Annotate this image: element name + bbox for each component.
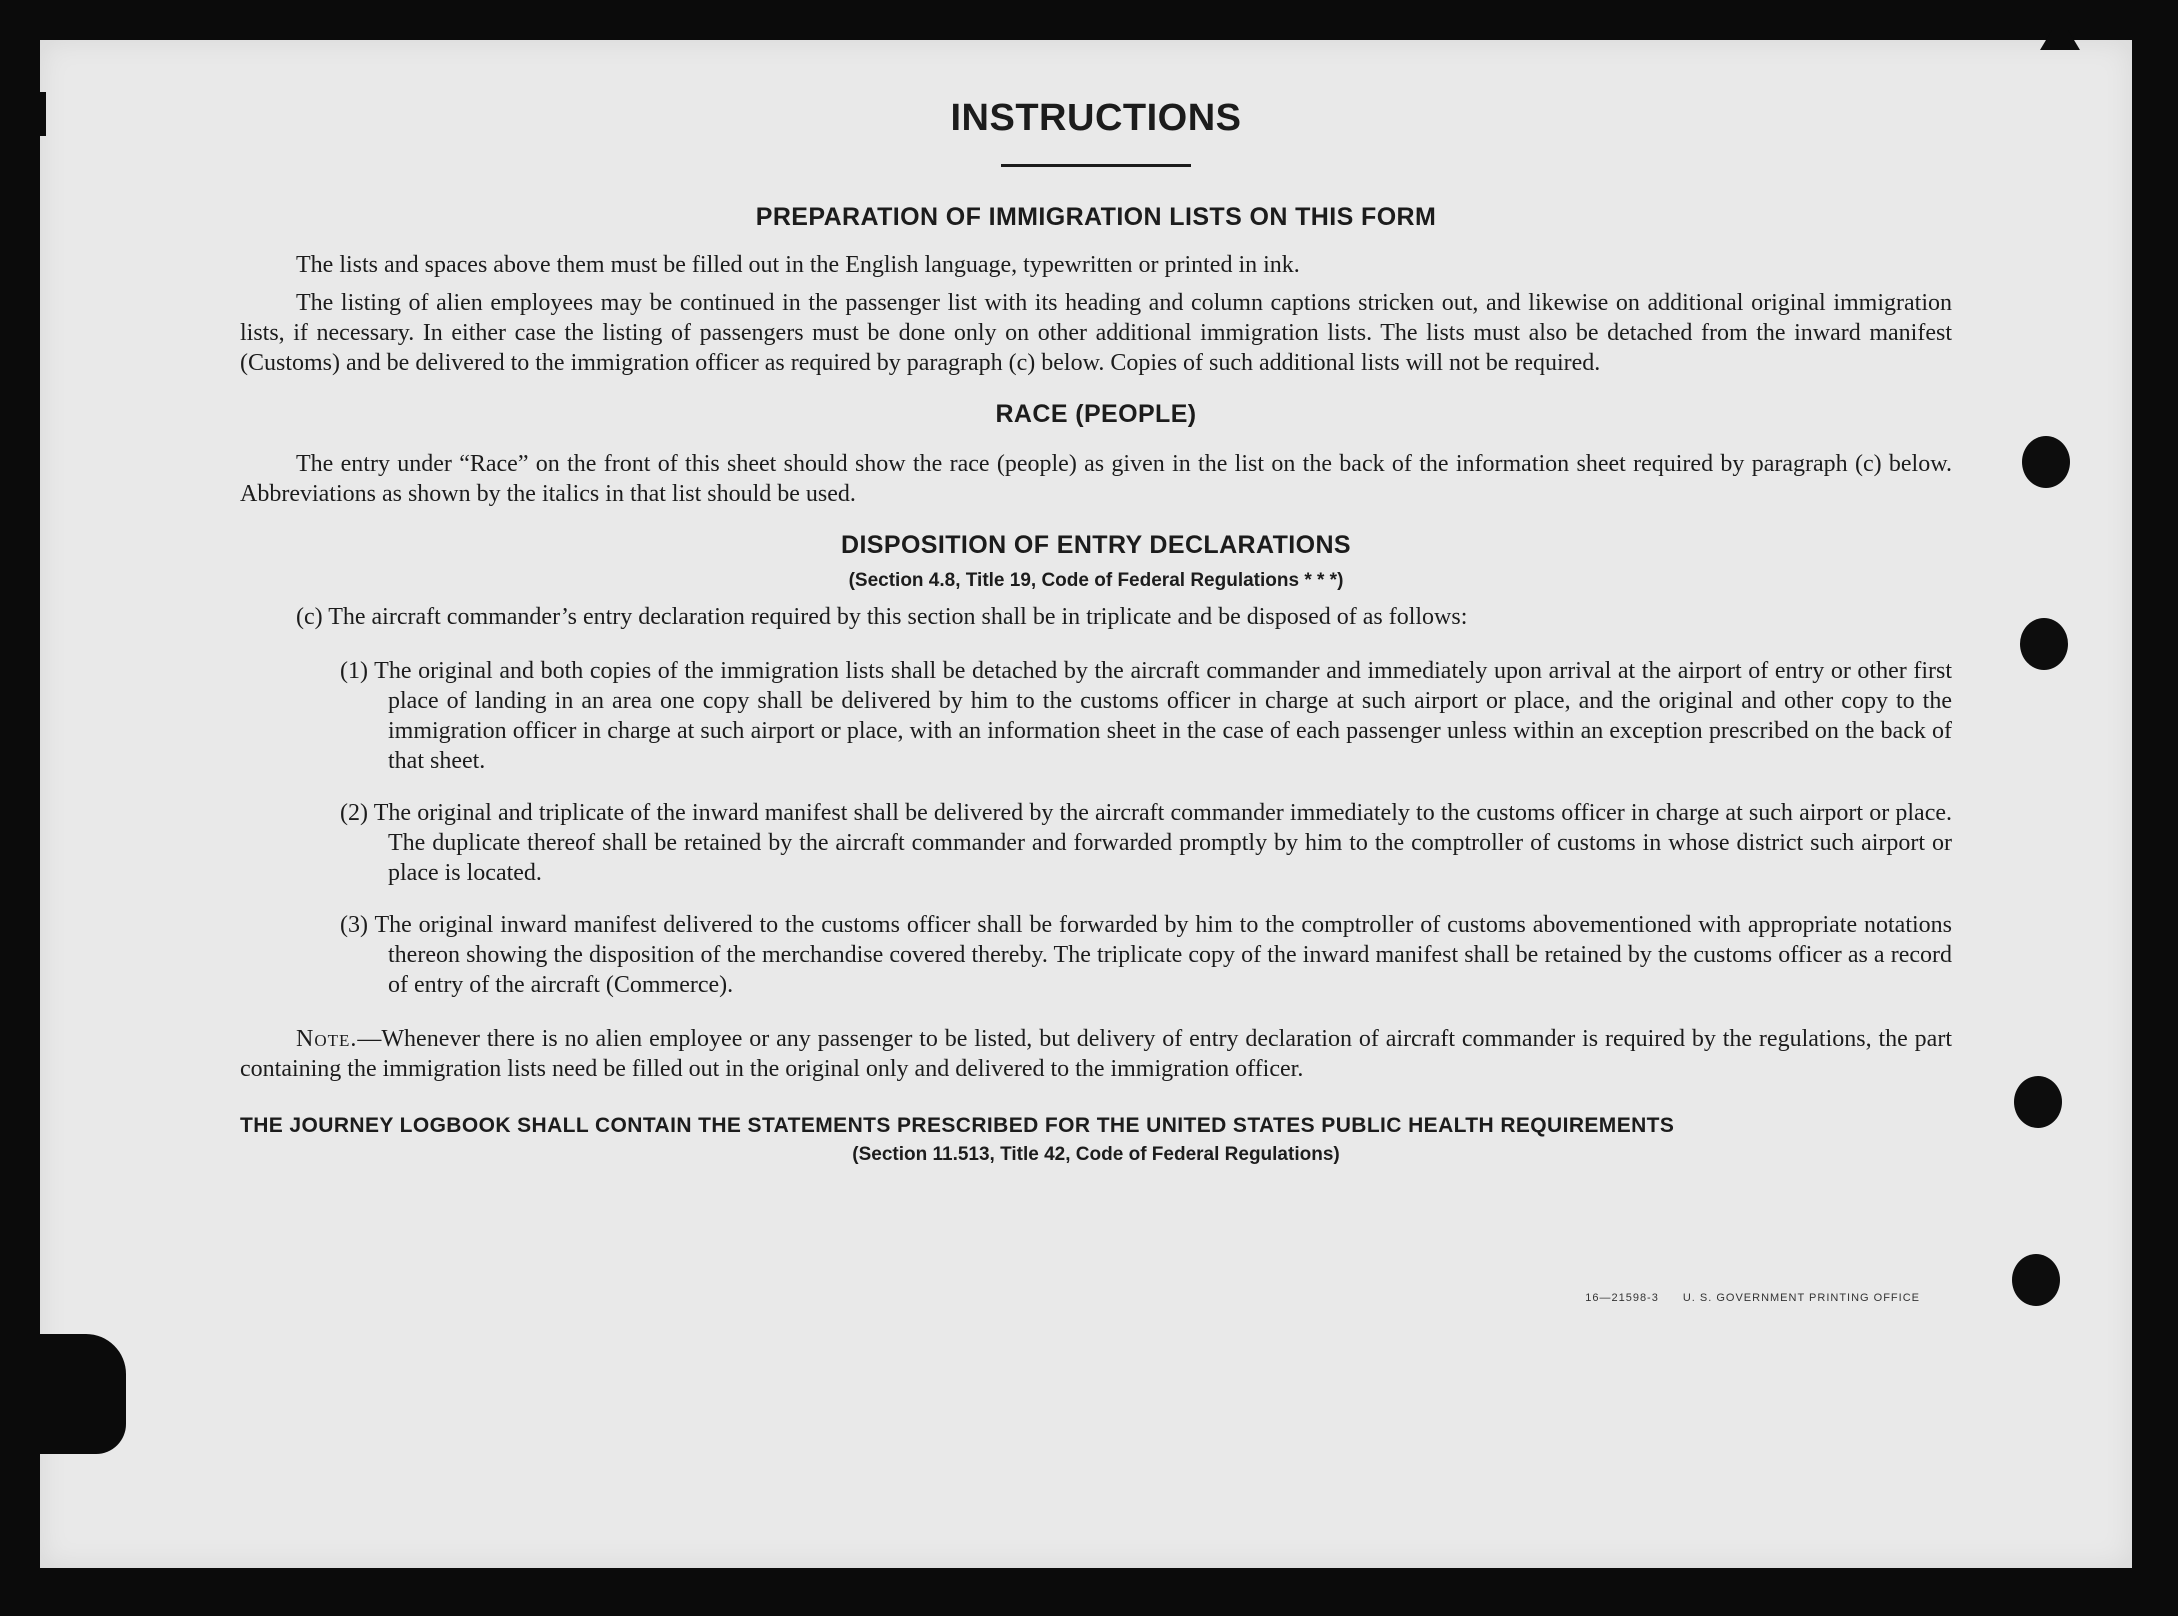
paragraph: The entry under “Race” on the front of this sheet should show the race (people) as given in the list on the back of the information sheet required by paragraph (c) below. Abbreviations as shown by the italics in that list should be used. bbox=[240, 450, 1952, 507]
health-statement: THE JOURNEY LOGBOOK SHALL CONTAIN THE STATEMENTS PRESCRIBED FOR THE UNITED STATES PUBLIC HEALTH REQUIREMENTS bbox=[240, 1113, 1675, 1137]
punch-hole bbox=[2022, 436, 2070, 488]
list-item: (1) The original and both copies of the immigration lists shall be detached by the aircraft commander and immediately upon arrival at the airport of entry or other first place of landing in an area one copy shall be delivered by him to the customs officer in charge at such airport or place, and the original and other copy to the immigration officer in charge at such airport or place, with an information sheet in the case of each passenger unless within an exception prescribed on the back of that sheet. bbox=[340, 657, 1952, 774]
punch-hole bbox=[2012, 1254, 2060, 1306]
document-body bbox=[240, 96, 1952, 1166]
section-heading-disposition: DISPOSITION OF ENTRY DECLARATIONS bbox=[841, 530, 1351, 559]
corner-mark bbox=[2040, 30, 2080, 50]
list-item: (3) The original inward manifest delivered to the customs officer shall be forwarded by him to the comptroller of customs abovementioned with appropriate notations thereon showing the disposition of the merchandise covered thereby. The triplicate copy of the inward manifest shall be retained by the customs officer as a record of entry of the aircraft (Commerce). bbox=[340, 911, 1952, 998]
health-citation: (Section 11.513, Title 42, Code of Federal Regulations) bbox=[852, 1143, 1340, 1165]
document-page bbox=[40, 40, 2132, 1568]
note-label: Note. bbox=[296, 1025, 358, 1052]
torn-edge bbox=[36, 1334, 126, 1454]
paragraph: (c) The aircraft commander’s entry declaration required by this section shall be in triplicate and be disposed of as follows: bbox=[296, 603, 1468, 630]
punch-hole bbox=[2014, 1076, 2062, 1128]
edge-mark bbox=[34, 92, 46, 136]
section-heading-preparation: PREPARATION OF IMMIGRATION LISTS ON THIS FORM bbox=[755, 202, 1437, 231]
print-office: U. S. GOVERNMENT PRINTING OFFICE bbox=[1682, 1292, 1920, 1304]
paragraph: The lists and spaces above them must be filled out in the English language, typewritten or printed in ink. bbox=[296, 251, 1300, 278]
section-citation: (Section 4.8, Title 19, Code of Federal Regulations * * *) bbox=[848, 569, 1344, 591]
page-title: INSTRUCTIONS bbox=[950, 97, 1242, 139]
section-heading-race: RACE (PEOPLE) bbox=[995, 399, 1197, 428]
title-rule bbox=[1001, 164, 1191, 167]
list-item: (2) The original and triplicate of the inward manifest shall be delivered by the aircraft commander immediately to the customs officer in charge at such airport or place. The duplicate thereof shall be retained by the aircraft commander and forwarded promptly by him to the comptroller of customs in whose district such airport or place is located. bbox=[340, 799, 1952, 886]
punch-hole bbox=[2020, 618, 2068, 670]
note-paragraph bbox=[240, 1024, 1952, 1084]
printer-imprint bbox=[1585, 1292, 1920, 1304]
print-code: 16—21598-3 bbox=[1585, 1292, 1659, 1304]
note-text: —Whenever there is no alien employee or any passenger to be listed, but delivery of entry declaration of aircraft commander is required by the regulations, the part containing the immigration lists need be filled out in the original only and delivered to the immigration officer. bbox=[240, 1025, 1952, 1082]
paragraph: The listing of alien employees may be continued in the passenger list with its heading and column captions stricken out, and likewise on additional original immigration lists, if necessary. In either case the listing of passengers must be done only on other additional immigration lists. The lists must also be detached from the inward manifest (Customs) and be delivered to the immigration officer as required by paragraph (c) below. Copies of such additional lists will not be required. bbox=[240, 289, 1952, 376]
